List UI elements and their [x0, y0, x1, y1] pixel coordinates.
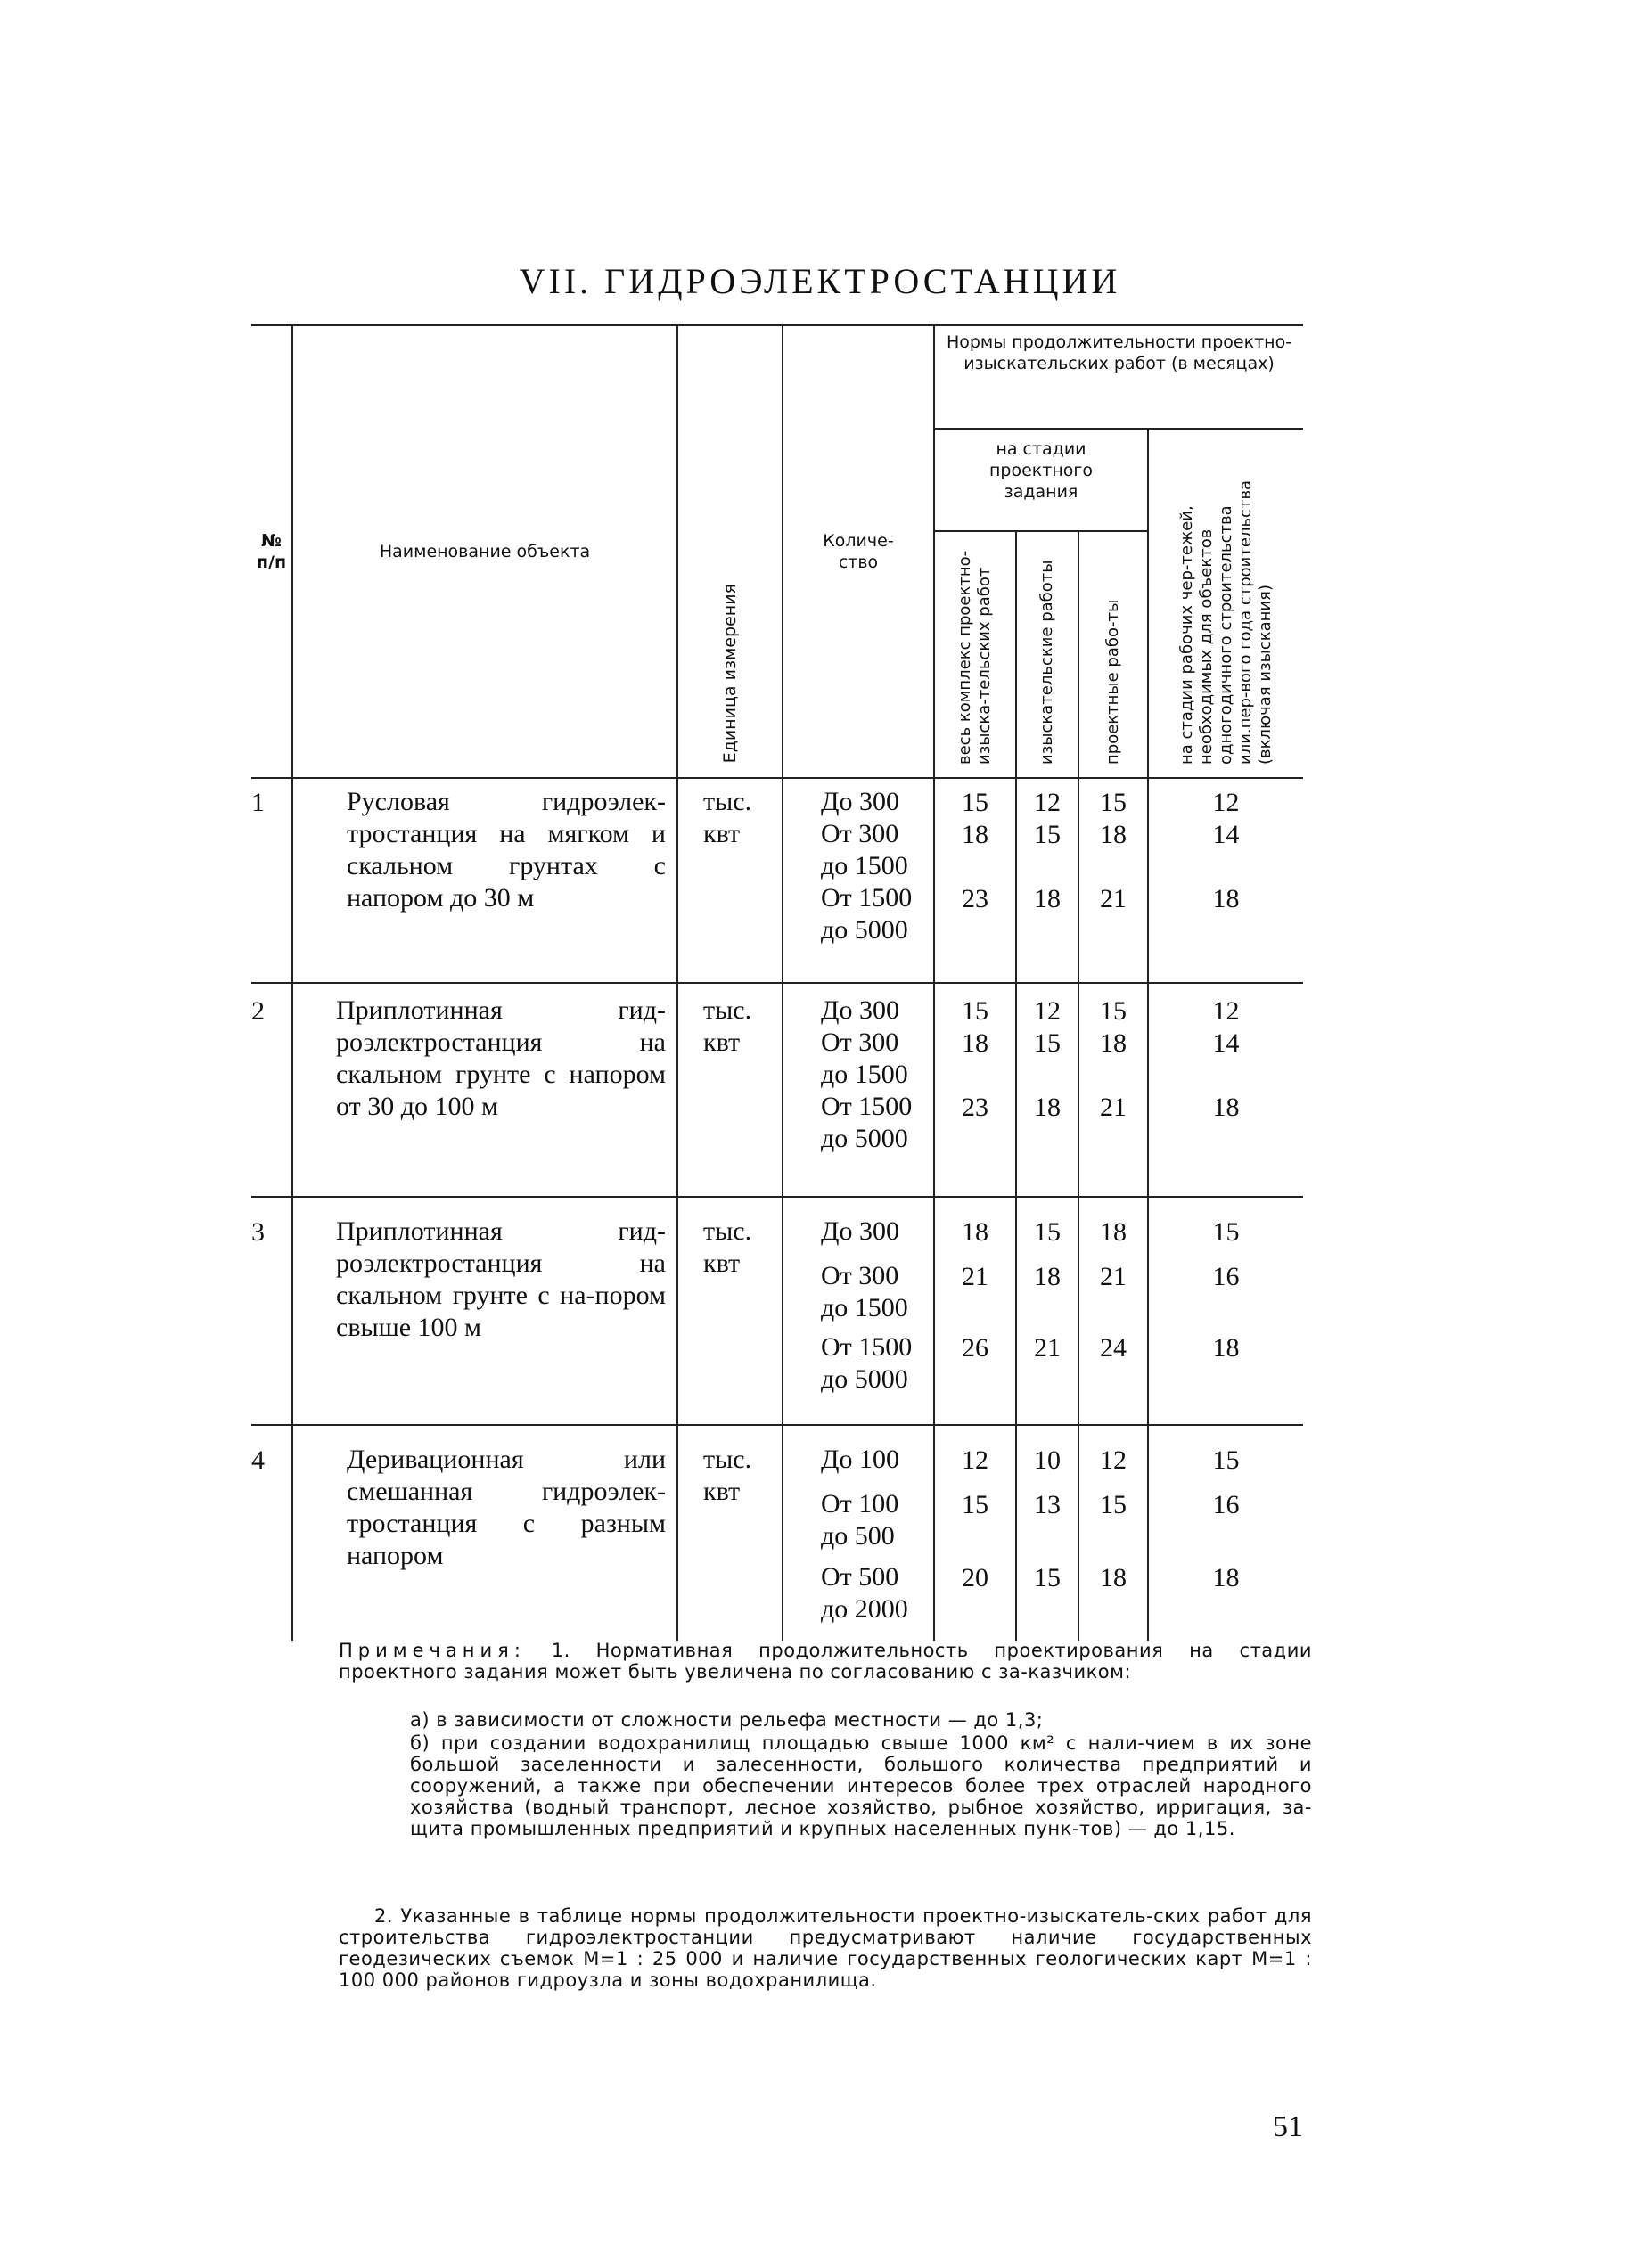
note-2: 2. Указанные в таблице нормы продолжительности проектно-изыскатель-ских работ для строительства гидроэлектростанции предусматривают наличие государственных геодезических съемок М=1 : 25 000 и наличие государственных геологических карт М=1 : 100 000 районов гидроузла и зоны водохранилища.: [339, 1905, 1312, 1991]
total-value: 18: [962, 1028, 988, 1058]
survey-value: 13: [1034, 1490, 1061, 1519]
total-values: [934, 778, 1016, 983]
unit: тыс. квт: [677, 778, 783, 983]
row-number: 1: [251, 788, 265, 817]
range-3: От 1500 до 5000: [821, 883, 913, 945]
total-value: 18: [962, 1217, 988, 1247]
design-value: 21: [1100, 1093, 1127, 1122]
survey-values: [1016, 1425, 1078, 1641]
header-total: [934, 531, 1016, 778]
working-values: [1148, 983, 1303, 1197]
range-1: До 300: [821, 1216, 899, 1246]
notes-intro: [339, 1640, 1312, 1683]
header-qty: [783, 325, 934, 778]
working-value: 14: [1212, 820, 1240, 849]
notes-label: Примечания:: [339, 1640, 526, 1661]
working-value: 16: [1212, 1262, 1240, 1291]
table-row: [251, 778, 1303, 983]
total-values: [934, 1425, 1016, 1641]
header-working: [1148, 429, 1303, 778]
object-name: Приплотинная гид-роэлектростанция на скальном грунте с на-пором свыше 100 м: [292, 1197, 677, 1425]
quantity-ranges: [783, 1197, 934, 1425]
total-value: 20: [962, 1563, 988, 1593]
table-row: [251, 1197, 1303, 1425]
design-value: 18: [1100, 820, 1127, 849]
header-norms: [934, 325, 1303, 429]
range-2: От 300 до 1500: [821, 1261, 908, 1322]
survey-value: 18: [1034, 884, 1061, 913]
design-value: 15: [1100, 788, 1127, 817]
header-qty-text: Количе-ство: [823, 531, 894, 572]
survey-value: 12: [1034, 996, 1061, 1026]
total-value: 15: [962, 1490, 988, 1519]
header-total-text: весь комплекс проектно-изыска-тельских работ: [955, 550, 994, 765]
working-value: 12: [1212, 996, 1240, 1026]
note-1a: а) в зависимости от сложности рельефа местности — до 1,3;: [410, 1709, 1044, 1731]
header-design-text: проектные рабо-ты: [1103, 599, 1122, 765]
total-values: [934, 1197, 1016, 1425]
working-value: 14: [1212, 1028, 1240, 1058]
norms-table: [251, 324, 1303, 1641]
note-1: 1. Нормативная продолжительность проектирования на стадии проектного задания может быть увеличена по согласованию с за-казчиком:: [339, 1640, 1312, 1683]
total-value: 15: [962, 788, 988, 817]
design-value: 21: [1100, 884, 1127, 913]
row-number: 3: [251, 1217, 265, 1247]
design-value: 12: [1100, 1445, 1127, 1475]
design-value: 18: [1100, 1217, 1127, 1247]
working-value: 18: [1212, 1563, 1240, 1593]
header-unit: [677, 325, 783, 778]
range-1: До 100: [821, 1445, 899, 1474]
range-2: От 100 до 500: [821, 1489, 899, 1551]
table-row: [251, 983, 1303, 1197]
design-values: [1078, 1197, 1148, 1425]
range-3: От 1500 до 5000: [821, 1332, 913, 1394]
design-values: [1078, 983, 1148, 1197]
range-1: До 300: [821, 787, 899, 816]
header-survey: [1016, 531, 1078, 778]
header-name-text: Наименование объекта: [379, 542, 591, 561]
survey-value: 10: [1034, 1445, 1061, 1475]
table-row: [251, 1425, 1303, 1641]
unit: тыс. квт: [677, 983, 783, 1197]
range-3: От 500 до 2000: [821, 1562, 908, 1624]
header-survey-text: изыскательские работы: [1037, 560, 1056, 765]
working-value: 18: [1212, 1333, 1240, 1363]
range-1: До 300: [821, 995, 899, 1025]
survey-value: 15: [1034, 1563, 1061, 1593]
note-1b: б) при создании водохранилищ площадью свыше 1000 км² с нали-чием в их зоне большой заселенности и залесенности, большого количества предприятий и сооружений, а также при обеспечении интересов более трех отраслей народного хозяйства (водный транспорт, лесное хозяйство, рыбное хозяйство, ирригация, за-щита промышленных предприятий и крупных населенных пунк-тов) — до 1,15.: [410, 1732, 1312, 1839]
object-name: Деривационная или смешанная гидроэлек-тростанция с разным напором: [292, 1425, 677, 1641]
design-value: 18: [1100, 1028, 1127, 1058]
quantity-ranges: [783, 1425, 934, 1641]
working-value: 15: [1212, 1217, 1240, 1247]
header-norms-text: Нормы продолжительности проектно-изыскательских работ (в месяцах): [946, 332, 1292, 373]
row-number: 2: [251, 996, 265, 1026]
header-name: [292, 325, 677, 778]
survey-value: 12: [1034, 788, 1061, 817]
object-name: Русловая гидроэлек-тростанция на мягком и скальном грунтах с напором до 30 м: [292, 778, 677, 983]
working-value: 16: [1212, 1490, 1240, 1519]
survey-value: 15: [1034, 1217, 1061, 1247]
working-value: 12: [1212, 788, 1240, 817]
working-value: 18: [1212, 1093, 1240, 1122]
working-values: [1148, 1197, 1303, 1425]
survey-value: 18: [1034, 1262, 1061, 1291]
total-value: 23: [962, 1093, 988, 1122]
page-number: 51: [1273, 2110, 1303, 2143]
total-value: 15: [962, 996, 988, 1026]
survey-values: [1016, 778, 1078, 983]
header-stage-project-text: на стадии проектного задания: [989, 439, 1093, 502]
header-design: [1078, 531, 1148, 778]
total-value: 18: [962, 820, 988, 849]
total-value: 12: [962, 1445, 988, 1475]
header-no-text: № п/п: [256, 531, 287, 572]
range-2: От 300 до 1500: [821, 1028, 908, 1089]
total-values: [934, 983, 1016, 1197]
page-title: VII. ГИДРОЭЛЕКТРОСТАНЦИИ: [519, 261, 1121, 301]
survey-value: 15: [1034, 820, 1061, 849]
header-stage-project: [934, 429, 1148, 531]
header-no: [251, 325, 292, 778]
survey-value: 18: [1034, 1093, 1061, 1122]
header-unit-text: Единица измерения: [720, 583, 740, 763]
range-2: От 300 до 1500: [821, 819, 908, 880]
quantity-ranges: [783, 983, 934, 1197]
design-value: 15: [1100, 996, 1127, 1026]
range-3: От 1500 до 5000: [821, 1092, 913, 1153]
design-value: 24: [1100, 1333, 1127, 1363]
design-value: 21: [1100, 1262, 1127, 1291]
row-number: 4: [251, 1445, 265, 1475]
survey-values: [1016, 983, 1078, 1197]
working-values: [1148, 778, 1303, 983]
working-value: 18: [1212, 884, 1240, 913]
design-values: [1078, 1425, 1148, 1641]
survey-values: [1016, 1197, 1078, 1425]
header-working-text: на стадии рабочих чер-тежей, необходимых для объектов одногодичного строительства или.пер-вого года строительства (включая изыскания): [1177, 479, 1275, 765]
working-value: 15: [1212, 1445, 1240, 1475]
survey-value: 15: [1034, 1028, 1061, 1058]
total-value: 23: [962, 884, 988, 913]
design-value: 15: [1100, 1490, 1127, 1519]
total-value: 26: [962, 1333, 988, 1363]
design-values: [1078, 778, 1148, 983]
survey-value: 21: [1034, 1333, 1061, 1363]
working-values: [1148, 1425, 1303, 1641]
design-value: 18: [1100, 1563, 1127, 1593]
quantity-ranges: [783, 778, 934, 983]
unit: тыс. квт: [677, 1197, 783, 1425]
unit: тыс. квт: [677, 1425, 783, 1641]
total-value: 21: [962, 1262, 988, 1291]
object-name: Приплотинная гид-роэлектростанция на скальном грунте с напором от 30 до 100 м: [292, 983, 677, 1197]
